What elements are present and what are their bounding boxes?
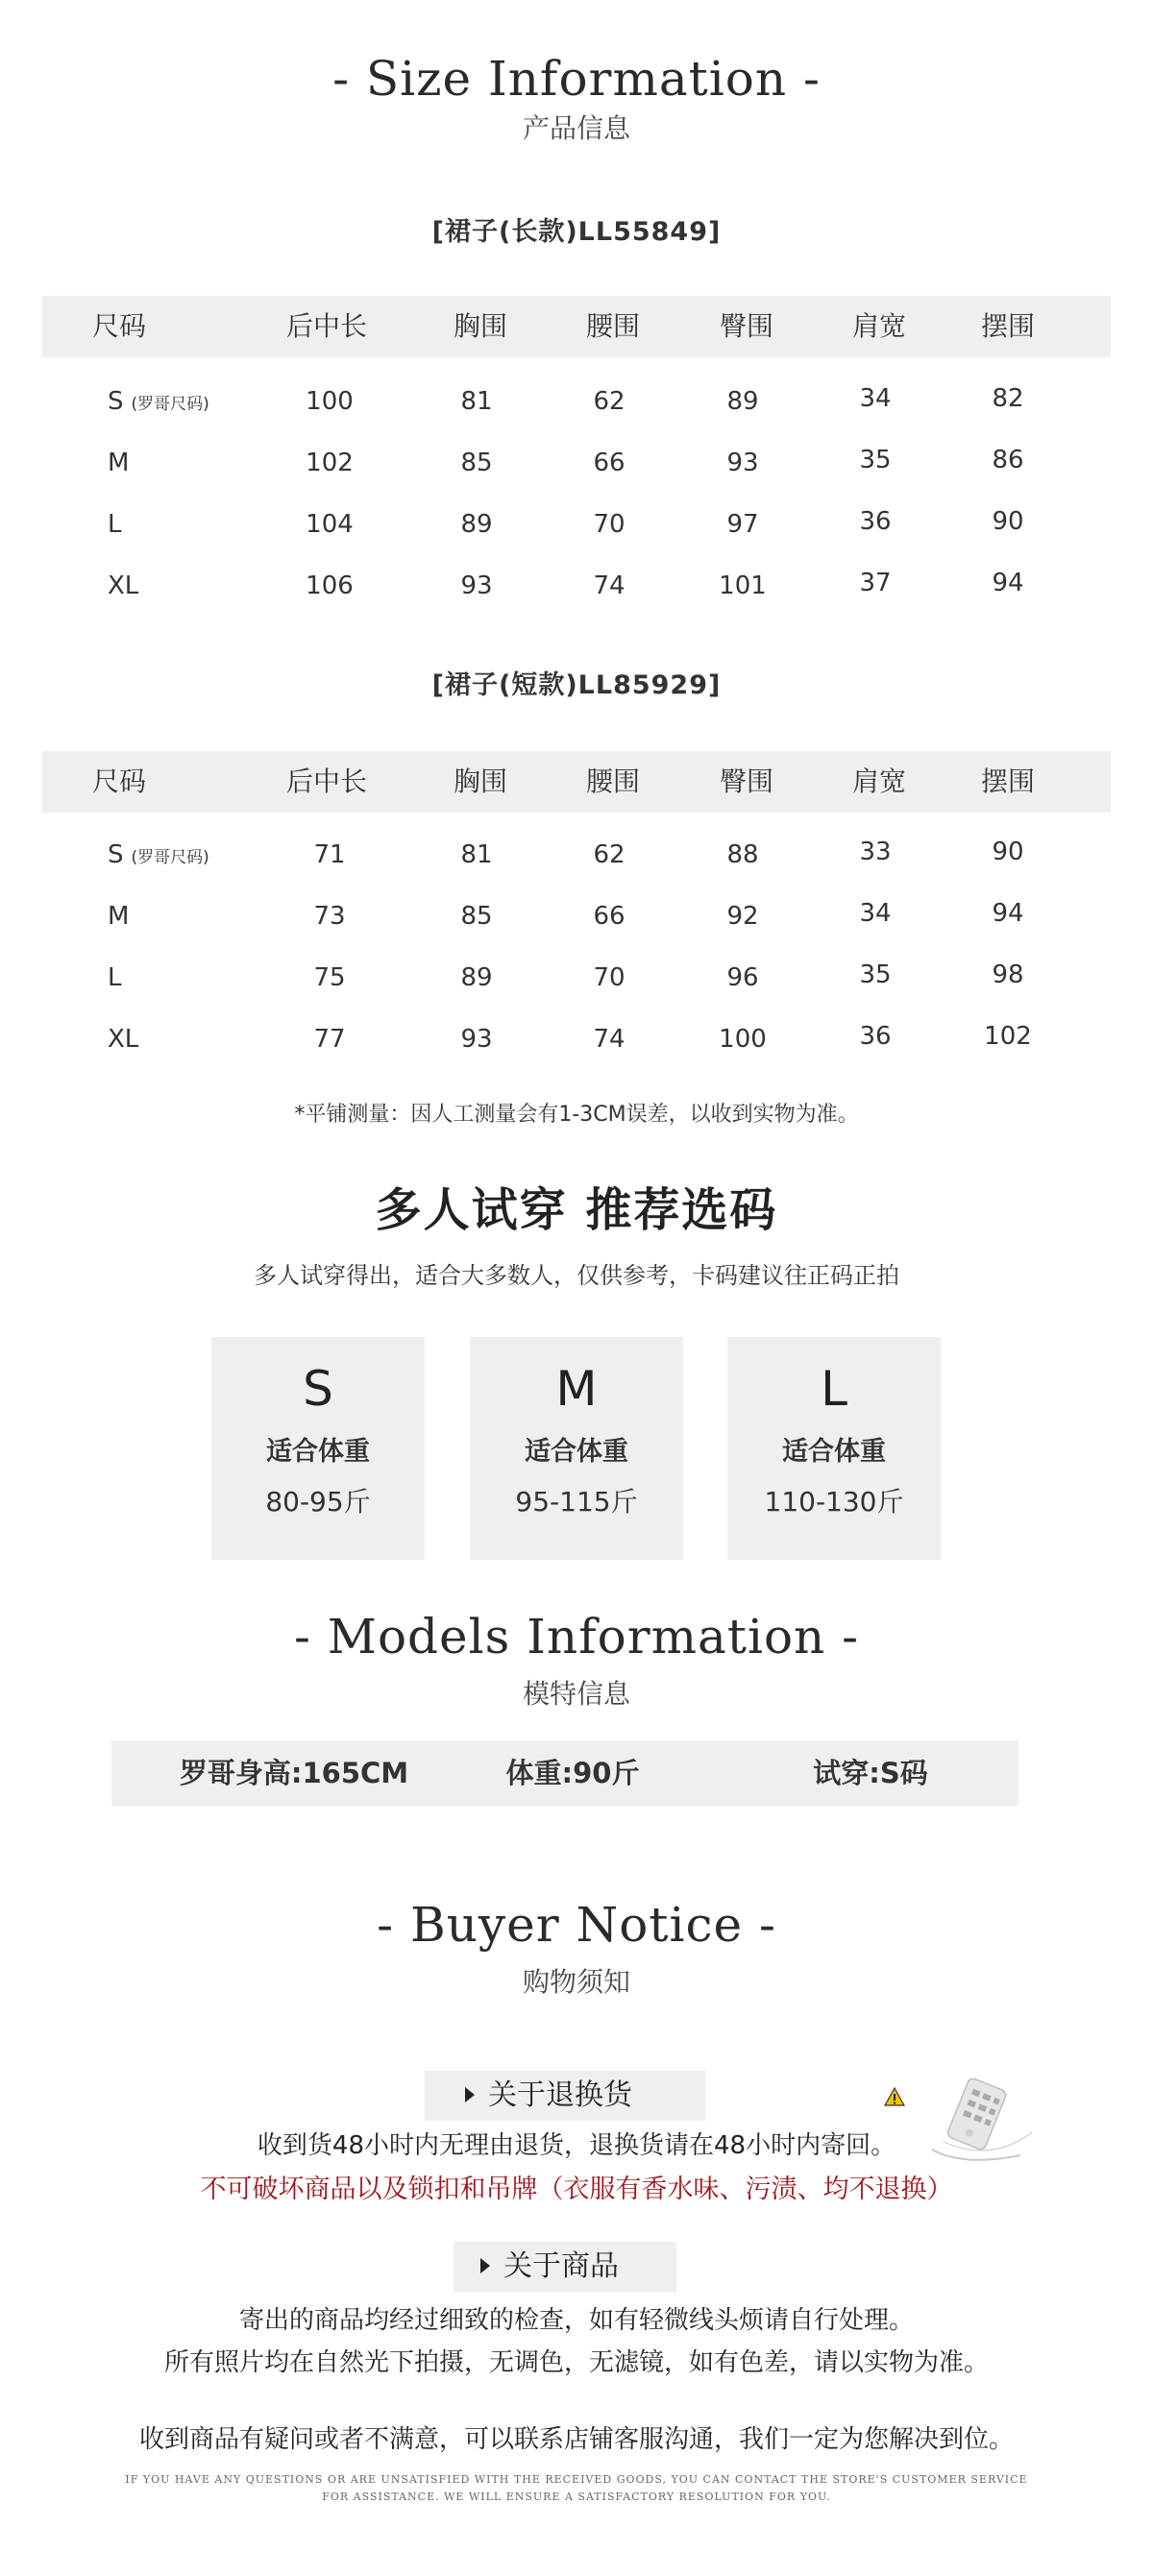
size-info-subtitle: 产品信息 bbox=[522, 112, 630, 144]
row-size bbox=[108, 567, 300, 605]
table-cell: 33 bbox=[859, 838, 892, 866]
table-cell: 71 bbox=[313, 840, 346, 869]
triangle-right-icon bbox=[480, 2258, 490, 2273]
table-cell: 101 bbox=[719, 571, 767, 600]
buyer-notice-subtitle: 购物须知 bbox=[522, 1966, 630, 1998]
table-cell: 70 bbox=[593, 963, 626, 992]
table-cell: 62 bbox=[593, 840, 626, 869]
table-cell: 74 bbox=[593, 1025, 626, 1054]
table-cell: 89 bbox=[460, 510, 493, 539]
row-size-label: L bbox=[108, 963, 122, 992]
warning-icon bbox=[884, 2086, 905, 2107]
table-cell: 70 bbox=[593, 510, 626, 539]
table-cell: 85 bbox=[460, 449, 493, 477]
table-cell: 73 bbox=[313, 902, 346, 931]
table-cell: 94 bbox=[992, 569, 1024, 597]
table-cell: 94 bbox=[992, 899, 1024, 928]
returns-line-2: 不可破坏商品以及锁扣和吊牌（衣服有香水味、污渍、均不退换） bbox=[200, 2175, 953, 2204]
card-label: 适合体重 bbox=[266, 1437, 370, 1467]
header-hem: 摆围 bbox=[980, 310, 1035, 342]
model-info-bar bbox=[111, 1740, 1018, 1806]
card-range: 95-115斤 bbox=[515, 1486, 638, 1518]
table-title-long: [裙子(长款)LL55849] bbox=[431, 217, 722, 247]
table-cell: 62 bbox=[593, 387, 626, 416]
row-size-label: L bbox=[108, 510, 122, 539]
row-size bbox=[108, 505, 300, 544]
table-cell: 82 bbox=[992, 384, 1024, 413]
header-back-length: 后中长 bbox=[285, 766, 367, 797]
size-card-m bbox=[470, 1337, 683, 1560]
row-size bbox=[108, 836, 300, 874]
size-card-s bbox=[211, 1337, 425, 1560]
row-size-label: S bbox=[108, 840, 124, 869]
header-hem: 摆围 bbox=[980, 766, 1035, 797]
model-height: 罗哥身高:165CM bbox=[179, 1757, 409, 1789]
table-cell: 100 bbox=[719, 1025, 767, 1054]
table-cell: 93 bbox=[460, 1025, 493, 1054]
card-range: 80-95斤 bbox=[265, 1486, 371, 1518]
table-cell: 34 bbox=[859, 899, 892, 928]
card-size: M bbox=[555, 1361, 598, 1417]
row-size-label: M bbox=[108, 902, 130, 931]
table-cell: 66 bbox=[593, 902, 626, 931]
table-cell: 88 bbox=[726, 840, 759, 869]
row-size-label: XL bbox=[108, 1025, 139, 1054]
header-size: 尺码 bbox=[92, 766, 147, 797]
table-cell: 90 bbox=[992, 838, 1024, 866]
header-waist: 腰围 bbox=[585, 766, 640, 797]
models-info-title: - Models Information - bbox=[293, 1609, 860, 1665]
table-cell: 66 bbox=[593, 449, 626, 477]
table-cell: 104 bbox=[306, 510, 354, 539]
recommend-title: 多人试穿 推荐选码 bbox=[375, 1183, 778, 1237]
header-back-length: 后中长 bbox=[285, 310, 367, 342]
size-info-title: - Size Information - bbox=[332, 51, 821, 107]
models-info-subtitle: 模特信息 bbox=[522, 1678, 630, 1710]
contact-english-2: FOR ASSISTANCE. WE WILL ENSURE A SATISFACTORY RESOLUTION FOR YOU. bbox=[322, 2491, 831, 2503]
table-cell: 81 bbox=[460, 387, 493, 416]
row-size bbox=[108, 382, 300, 421]
row-size-label: S bbox=[108, 387, 124, 416]
row-size bbox=[108, 897, 300, 936]
contact-line: 收到商品有疑问或者不满意，可以联系店铺客服沟通，我们一定为您解决到位。 bbox=[138, 2425, 1014, 2454]
product-line-2: 所有照片均在自然光下拍摄，无调色，无滤镜，如有色差，请以实物为准。 bbox=[163, 2348, 989, 2377]
table-cell: 92 bbox=[726, 902, 759, 931]
returns-label: 关于退换货 bbox=[488, 2078, 632, 2112]
table-cell: 106 bbox=[306, 571, 354, 600]
table-cell: 37 bbox=[859, 569, 892, 597]
table-cell: 75 bbox=[313, 963, 346, 992]
card-size: S bbox=[303, 1361, 333, 1417]
table-cell: 77 bbox=[313, 1025, 346, 1054]
row-size-note: (罗哥尺码) bbox=[131, 395, 209, 414]
table-cell: 86 bbox=[992, 446, 1024, 474]
header-hip: 臀围 bbox=[719, 310, 773, 342]
row-size bbox=[108, 959, 300, 997]
table-header-short bbox=[42, 751, 1111, 813]
header-size: 尺码 bbox=[92, 310, 147, 342]
header-waist: 腰围 bbox=[585, 310, 640, 342]
product-line-1: 寄出的商品均经过细致的检查，如有轻微线头烦请自行处理。 bbox=[238, 2306, 914, 2335]
returns-line-1: 收到货48小时内无理由退货，退换货请在48小时内寄回。 bbox=[257, 2131, 896, 2160]
table-title-short: [裙子(短款)LL85929] bbox=[431, 670, 722, 700]
measure-note: *平铺测量：因人工测量会有1-3CM误差，以收到实物为准。 bbox=[294, 1103, 859, 1127]
table-cell: 90 bbox=[992, 507, 1024, 536]
card-label: 适合体重 bbox=[525, 1437, 628, 1467]
table-cell: 74 bbox=[593, 571, 626, 600]
table-cell: 36 bbox=[859, 1022, 892, 1051]
table-cell: 34 bbox=[859, 384, 892, 413]
row-size bbox=[108, 1020, 300, 1058]
table-cell: 93 bbox=[726, 449, 759, 477]
table-cell: 35 bbox=[859, 446, 892, 474]
header-hip: 臀围 bbox=[719, 766, 773, 797]
buyer-notice-title: - Buyer Notice - bbox=[377, 1897, 776, 1953]
product-label: 关于商品 bbox=[503, 2249, 619, 2283]
recommend-subtitle: 多人试穿得出，适合大多数人，仅供参考，卡码建议往正码正拍 bbox=[254, 1262, 899, 1289]
table-cell: 35 bbox=[859, 960, 892, 989]
model-weight: 体重:90斤 bbox=[505, 1757, 640, 1789]
card-range: 110-130斤 bbox=[764, 1486, 904, 1518]
header-shoulder: 肩宽 bbox=[851, 310, 906, 342]
row-size-note: (罗哥尺码) bbox=[131, 848, 209, 867]
card-label: 适合体重 bbox=[782, 1437, 886, 1467]
row-size-label: XL bbox=[108, 571, 139, 600]
header-bust: 胸围 bbox=[453, 766, 507, 797]
table-cell: 102 bbox=[306, 449, 354, 477]
returns-pill bbox=[425, 2071, 705, 2121]
row-size-label: M bbox=[108, 449, 130, 477]
product-pill bbox=[454, 2242, 676, 2292]
contact-english-1: IF YOU HAVE ANY QUESTIONS OR ARE UNSATISFIED WITH THE RECEIVED GOODS, YOU CAN CONTACT THE STORE'S CUSTOMER SERVICE bbox=[125, 2473, 1028, 2486]
table-cell: 100 bbox=[306, 387, 354, 416]
table-cell: 97 bbox=[726, 510, 759, 539]
table-cell: 85 bbox=[460, 902, 493, 931]
table-cell: 89 bbox=[726, 387, 759, 416]
table-cell: 96 bbox=[726, 963, 759, 992]
table-cell: 98 bbox=[992, 960, 1024, 989]
row-size bbox=[108, 444, 300, 482]
model-tried-size: 试穿:S码 bbox=[813, 1757, 928, 1789]
table-cell: 93 bbox=[460, 571, 493, 600]
table-cell: 81 bbox=[460, 840, 493, 869]
table-cell: 36 bbox=[859, 507, 892, 536]
table-cell: 89 bbox=[460, 963, 493, 992]
triangle-right-icon bbox=[465, 2087, 475, 2102]
table-cell: 102 bbox=[984, 1022, 1032, 1051]
card-size: L bbox=[821, 1361, 847, 1417]
table-header-long bbox=[42, 296, 1111, 357]
header-bust: 胸围 bbox=[453, 310, 507, 342]
size-card-l bbox=[727, 1337, 941, 1560]
header-shoulder: 肩宽 bbox=[851, 766, 906, 797]
